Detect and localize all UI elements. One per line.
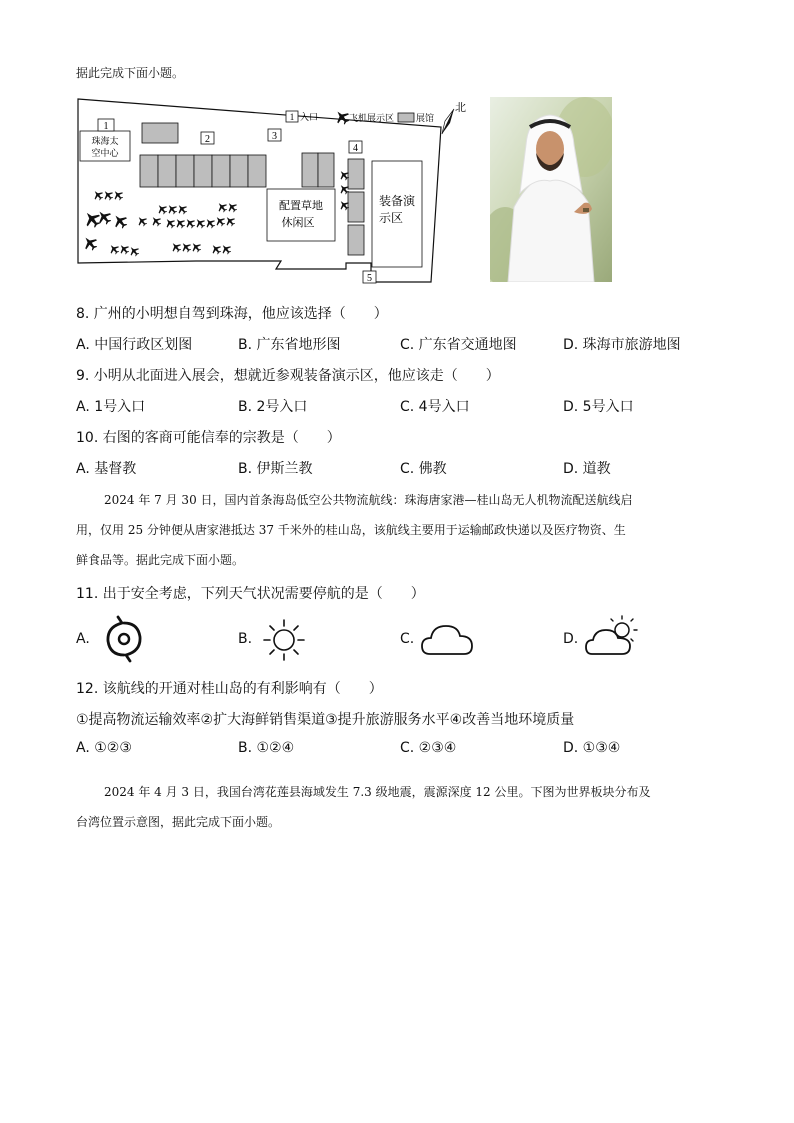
- passage2-line2: 用，仅用 25 分钟便从唐家港抵达 37 千米外的桂山岛，该航线主要用于运输邮政快递以及医疗物资、生: [76, 523, 626, 537]
- hall-top: [142, 123, 178, 143]
- aircraft-icon: [107, 242, 121, 256]
- q9-option-a[interactable]: A. 1号入口: [76, 399, 146, 415]
- q8-option-c[interactable]: C. 广东省交通地图: [400, 337, 517, 353]
- grass-line2: 休闲区: [281, 216, 315, 229]
- north-arrow-icon: [442, 109, 454, 134]
- aircraft-icon: [219, 242, 233, 256]
- aircraft-icon: [213, 214, 227, 228]
- aircraft-icon: [91, 188, 105, 202]
- passage3-line1: 2024 年 4 月 3 日，我国台湾花莲县海域发生 7.3 级地震，震源深度 12 公里。下图为世界板块分布及: [104, 785, 651, 799]
- grass-area: [267, 189, 335, 241]
- q10-option-c[interactable]: C. 佛教: [400, 461, 447, 477]
- q12-option-d[interactable]: D. ①③④: [563, 740, 621, 756]
- aircraft-icon: [117, 242, 131, 256]
- hall-row: [140, 153, 334, 187]
- aircraft-icon: [155, 202, 169, 216]
- partly-cloudy-icon[interactable]: [584, 614, 640, 658]
- aircraft-icon: [183, 216, 197, 230]
- q9-option-d[interactable]: D. 5号入口: [563, 399, 634, 415]
- side-halls: [348, 159, 364, 255]
- cloudy-icon[interactable]: [420, 620, 476, 658]
- aircraft-icon: [81, 208, 104, 231]
- q12-option-a[interactable]: A. ①②③: [76, 740, 132, 756]
- passage3-line2: 台湾位置示意图，据此完成下面小题。: [76, 815, 281, 829]
- aircraft-icon: [111, 188, 125, 202]
- legend-entrance-label: 入口: [300, 113, 319, 123]
- aircraft-icon: [215, 200, 229, 214]
- q8-option-b[interactable]: B. 广东省地形图: [238, 337, 341, 353]
- label-2: 2: [205, 134, 210, 145]
- q11-option-d[interactable]: D.: [563, 631, 579, 647]
- q12-option-b[interactable]: B. ①②④: [238, 740, 295, 756]
- space-center-line2: 空中心: [91, 149, 119, 159]
- q8-option-d[interactable]: D. 珠海市旅游地图: [563, 337, 681, 353]
- aircraft-icon: [225, 200, 239, 214]
- passage2-line3: 鲜食品等。据此完成下面小题。: [76, 553, 245, 567]
- sunny-icon[interactable]: [262, 618, 306, 662]
- grass-line1: 配置草地: [279, 199, 323, 212]
- aircraft-icon: [193, 216, 207, 230]
- aircraft-icon: [179, 240, 193, 254]
- aircraft-icon: [80, 233, 100, 253]
- aircraft-icon: [209, 242, 223, 256]
- aircraft-icon: [175, 202, 189, 216]
- typhoon-icon[interactable]: [102, 615, 146, 663]
- businessman-photo: [490, 97, 612, 282]
- label-3: 3: [272, 131, 277, 142]
- aircraft-icon: [110, 211, 130, 231]
- q9-option-c[interactable]: C. 4号入口: [400, 399, 470, 415]
- legend-hall-label: 展馆: [416, 114, 435, 124]
- q12-statements: ①提高物流运输效率②扩大海鲜销售渠道③提升旅游服务水平④改善当地环境质量: [76, 712, 575, 728]
- aircraft-icon: [135, 214, 149, 228]
- aircraft-icon: [173, 216, 187, 230]
- legend-entrance-num: 1: [289, 112, 295, 122]
- passage2-line1: 2024 年 7 月 30 日，国内首条海岛低空公共物流航线：珠海唐家港—桂山岛无人机物流配送航线启: [104, 493, 633, 507]
- space-center-line1: 珠海太: [91, 137, 119, 147]
- q11-option-c[interactable]: C.: [400, 631, 415, 647]
- q10-option-b[interactable]: B. 伊斯兰教: [238, 461, 313, 477]
- airshow-map: [76, 97, 466, 287]
- q10-option-d[interactable]: D. 道教: [563, 461, 611, 477]
- q11-stem: 11. 出于安全考虑，下列天气状况需要停航的是（ ）: [76, 586, 425, 602]
- aircraft-icon: [165, 202, 179, 216]
- aircraft-icon: [149, 214, 163, 228]
- q12-stem: 12. 该航线的开通对桂山岛的有利影响有（ ）: [76, 681, 383, 697]
- aircraft-icon: [163, 216, 177, 230]
- label-1: 1: [103, 121, 109, 132]
- aircraft-icon: [189, 240, 203, 254]
- q11-option-a[interactable]: A.: [76, 631, 90, 647]
- q9-option-b[interactable]: B. 2号入口: [238, 399, 308, 415]
- q9-stem: 9. 小明从北面进入展会，想就近参观装备演示区，他应该走（ ）: [76, 368, 500, 384]
- equip-line2: 示区: [378, 211, 404, 225]
- aircraft-icon: [101, 188, 115, 202]
- aircraft-icon: [127, 244, 141, 258]
- legend-aircraft-label: 飞机展示区: [349, 114, 395, 124]
- label-4: 4: [353, 143, 358, 154]
- aircraft-icon: [169, 240, 183, 254]
- aircraft-icon: [223, 214, 237, 228]
- q12-option-c[interactable]: C. ②③④: [400, 740, 457, 756]
- intro-text: 据此完成下面小题。: [76, 66, 185, 80]
- q8-stem: 8. 广州的小明想自驾到珠海，他应该选择（ ）: [76, 306, 388, 322]
- q10-stem: 10. 右图的客商可能信奉的宗教是（ ）: [76, 430, 341, 446]
- equip-line1: 装备演: [378, 194, 416, 208]
- q10-option-a[interactable]: A. 基督教: [76, 461, 137, 477]
- q11-option-b[interactable]: B.: [238, 631, 253, 647]
- label-5: 5: [367, 273, 372, 284]
- q8-option-a[interactable]: A. 中国行政区划图: [76, 337, 193, 353]
- north-label: 北: [455, 101, 466, 114]
- legend-hall-swatch: [398, 113, 414, 122]
- aircraft-icon: [203, 216, 217, 230]
